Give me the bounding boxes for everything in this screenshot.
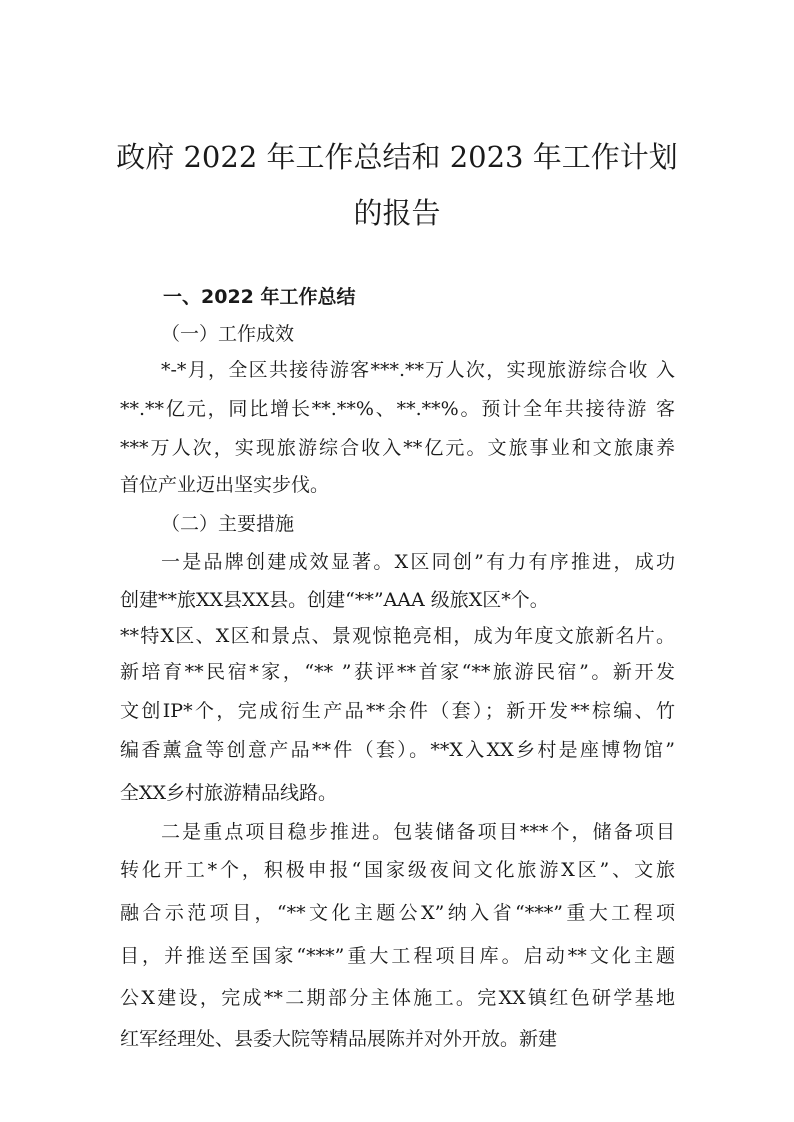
paragraph-line: *-*月，全区共接待游客***.**万人次，实现旅游综合收 入 [161,359,675,381]
paragraph-line: **特X区、X区和景点、景观惊艳亮相，成为年度文旅新名片。 [120,625,675,647]
paragraph-line: 一是品牌创建成效显著。X区同创”有力有序推进，成功 [161,551,675,573]
paragraph-line: 首位产业迈出坚实步伐。 [120,474,330,496]
paragraph-line: 编香薰盒等创意产品**件（套）。**X入XX乡村是座博物馆” [120,739,675,761]
paragraph-line: 文创IP*个，完成衍生产品**余件（套）；新开发**棕编、竹 [120,700,675,722]
paragraph-line: **.**亿元，同比增长**.**%、**.**%。预计全年共接待游 客 [120,398,675,420]
paragraph-line: 创建**旅XX县XX县。创建“**”AAA 级旅X区*个。 [120,589,549,611]
paragraph-line: 公X建设，完成**二期部分主体施工。完XX镇红色研学基地 [120,987,675,1009]
paragraph-line: 转化开工*个，积极申报“国家级夜间文化旅游X区”、文旅 [120,859,675,881]
document-title-line-1: 政府 2022 年工作总结和 2023 年工作计划 [116,140,678,174]
paragraph-line: 目，并推送至国家“***”重大工程项目库。启动**文化主题 [120,945,675,967]
paragraph-line: ***万人次，实现旅游综合收入**亿元。文旅事业和文旅康养 [120,437,675,459]
subsection-heading-achievements: （一）工作成效 [161,323,295,345]
paragraph-line: 新培育**民宿*家，“** ”获评**首家“**旅游民宿”。新开发 [120,661,675,683]
paragraph-line: 红军经理处、县委大院等精品展陈并对外开放。新建 [120,1028,558,1050]
paragraph-line: 二是重点项目稳步推进。包装储备项目***个，储备项目 [161,821,675,843]
document-title-line-2: 的报告 [353,196,441,230]
paragraph-line: 融合示范项目，“**文化主题公X”纳入省“***”重大工程项 [120,902,675,924]
subsection-heading-measures: （二）主要措施 [161,513,295,535]
paragraph-line: 全XX乡村旅游精品线路。 [120,782,338,804]
section-heading: 一、2022 年工作总结 [163,286,356,308]
